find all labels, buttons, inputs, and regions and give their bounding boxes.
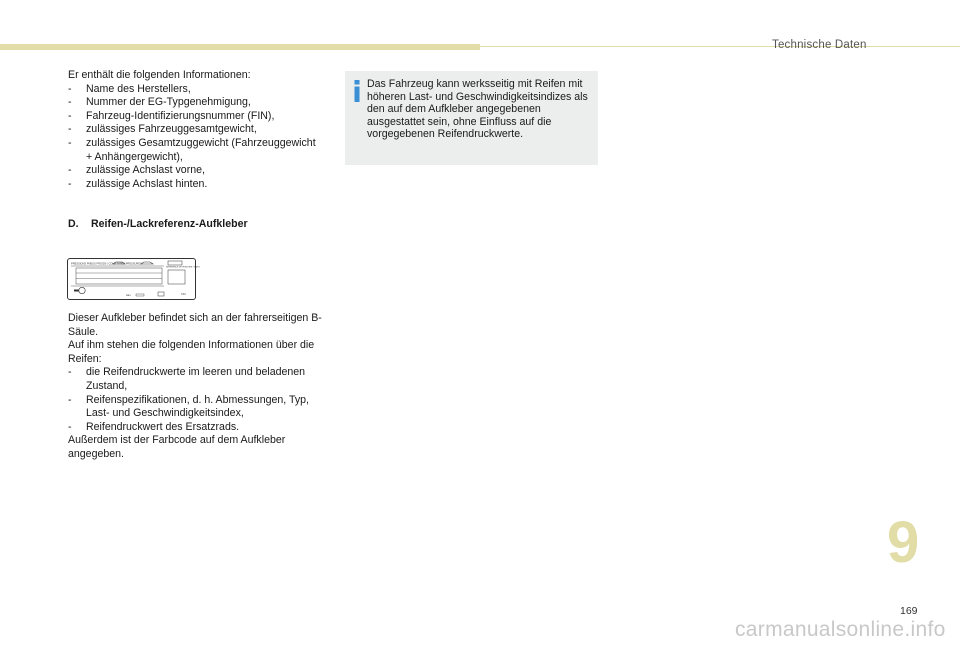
list-item: - Fahrzeug-Identifizierungsnummer (FIN), xyxy=(68,109,275,122)
section-d-title: Reifen-/Lackreferenz-Aufkleber xyxy=(91,218,248,230)
sticker-code-text: XXX xyxy=(181,293,186,296)
list-item: - zulässige Achslast vorne, xyxy=(68,164,205,177)
intro-block xyxy=(68,69,330,191)
sticker-unit-text: bars xyxy=(126,294,131,297)
description-para2: Auf ihm stehen die folgenden Informationen über die Reifen: xyxy=(68,339,315,365)
tyre-sticker-illustration xyxy=(67,258,200,300)
info-box xyxy=(345,71,598,165)
section-title: Technische Daten xyxy=(772,39,867,51)
sticker-header-text: PRESSIONS PNEUS FROIDS / COLD TYRES PRESSURES xyxy=(71,262,142,266)
car-loaded-icon xyxy=(141,262,153,264)
chapter-number: 9 xyxy=(887,510,920,575)
section-d-letter: D. xyxy=(68,218,79,230)
list-item: - Reifenspezifikationen, d. h. Abmessungen, Typ, Last- und Geschwindigkeitsindex, xyxy=(68,393,310,420)
list-item: - Reifendruckwert des Ersatzrads. xyxy=(68,420,240,433)
spare-wheel-icon xyxy=(79,287,85,293)
sticker-code-box xyxy=(168,261,182,265)
header-accent-bar xyxy=(0,44,480,50)
intro-list xyxy=(68,83,330,192)
watermark: carmanualsonline.info xyxy=(735,618,946,641)
list-item: - die Reifendruckwerte im leeren und beladenen Zustand, xyxy=(68,366,306,392)
description-para3: Außerdem ist der Farbcode auf dem Aufkleber angegeben. xyxy=(68,434,286,460)
list-item: - zulässiges Fahrzeuggesamtgewicht, xyxy=(68,123,257,136)
description-block xyxy=(68,312,330,462)
list-item: - zulässige Achslast hinten. xyxy=(68,177,208,190)
list-item: - Name des Herstellers, xyxy=(68,82,191,95)
sticker-table xyxy=(76,268,162,284)
info-text: Das Fahrzeug kann werksseitig mit Reifen mit höheren Last- und Geschwindigkeitsindizes als den auf dem Aufkleber angegebenen ausgestattet sein, ohne Einfluss auf die vorgegebenen Reifendruckwerte. xyxy=(367,78,588,141)
intro-lead: Er enthält die folgenden Informationen: xyxy=(68,69,251,81)
sticker-drawing xyxy=(68,259,200,299)
section-d-heading xyxy=(68,218,248,230)
description-list xyxy=(68,366,330,434)
info-icon xyxy=(352,80,362,102)
sticker-side-text: REFERENCE DE PEINTURE / PAINT xyxy=(166,266,200,269)
list-item: - zulässiges Gesamtzuggewicht (Fahrzeuggewicht + Anhängergewicht), xyxy=(68,136,316,163)
page-number: 169 xyxy=(900,605,918,617)
list-item: - Nummer der EG-Typgenehmigung, xyxy=(68,96,251,109)
sticker-paint-box xyxy=(168,270,185,284)
description-para1: Dieser Aufkleber befindet sich an der fahrerseitigen B-Säule. xyxy=(68,312,322,338)
header-rule xyxy=(480,46,960,47)
